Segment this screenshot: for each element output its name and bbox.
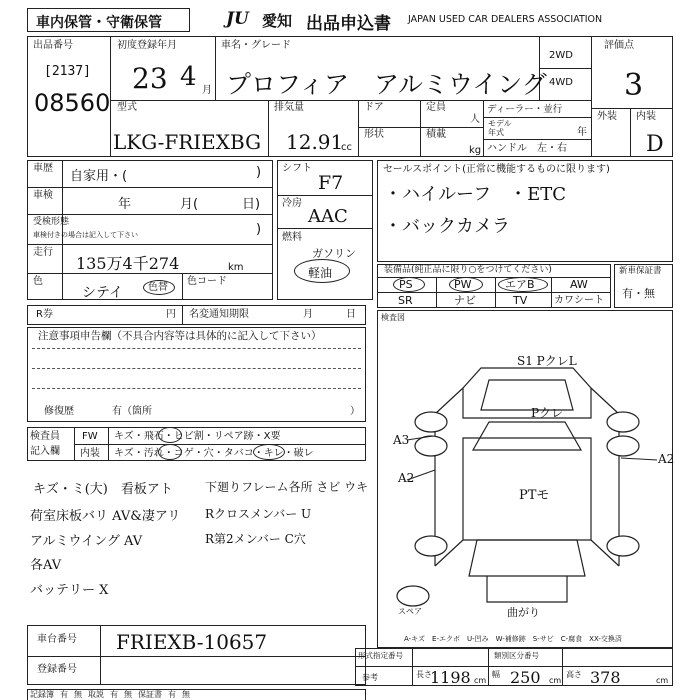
dealer-label: ディーラー・並行	[487, 104, 563, 115]
footer-cell: 無	[124, 690, 132, 699]
lot-number-label: 出品番号	[33, 40, 73, 51]
inspection-month-unit: 月(	[180, 197, 199, 212]
diagram-bed-note: PTモ	[519, 488, 550, 503]
sales-point-line1: ・ハイルーフ ・ETC	[384, 184, 567, 205]
truck-inspection-diagram	[377, 340, 673, 620]
equip-aw[interactable]: AW	[570, 278, 588, 291]
reception-note: 車検付きの場合は記入して下さい	[33, 231, 138, 239]
inspector-note-1: キズ・ミ(大) 看板アト	[33, 482, 173, 497]
drive-2wd[interactable]: 2WD	[549, 50, 573, 61]
handle-label: ハンドル 左・右	[487, 143, 567, 154]
stain-mark-circle	[158, 444, 182, 460]
grade-label: 評価点	[604, 40, 634, 51]
equip-leather-seat[interactable]: カワシート	[554, 295, 604, 306]
tobacco-mark-circle	[253, 444, 285, 460]
grade-value: 3	[624, 68, 644, 103]
reception-close: )	[256, 222, 262, 237]
storage-badge	[27, 8, 190, 32]
category-number-label: 類別区分番号	[494, 651, 539, 660]
notice-month-unit: 月	[303, 309, 313, 320]
notice-label: 名変通知期限	[189, 309, 249, 320]
history-frame	[27, 160, 273, 300]
inspector-note-right-3: R第2メンバー C穴	[205, 532, 306, 546]
equip-tv[interactable]: TV	[513, 294, 528, 307]
spare-tire	[397, 586, 429, 606]
repair-history-close: ）	[350, 406, 360, 417]
displacement-unit: cc	[341, 142, 352, 153]
width-value: 250	[510, 668, 541, 687]
load-label: 積載	[426, 129, 446, 140]
inspector-note-right-2: Rクロスメンバー U	[205, 507, 312, 521]
model-year-label-1: モデル	[488, 119, 512, 128]
shift-label: シフト	[282, 163, 312, 174]
cooling-label: 冷房	[282, 198, 302, 209]
diagram-roof-note: Pクレ	[531, 406, 564, 420]
inspector-note-3: アルミウイング AV	[30, 534, 143, 549]
diagram-right-a2: A2	[658, 452, 675, 466]
chassis-value: FRIEXB-10657	[116, 630, 268, 654]
lot-number: 08560	[34, 89, 111, 117]
footer-cell: 有	[110, 690, 118, 699]
equip-navi[interactable]: ナビ	[454, 294, 476, 307]
diagram-label: 検査図	[381, 313, 405, 322]
history-usage: 自家用・(	[70, 169, 128, 184]
load-unit: kg	[469, 145, 482, 156]
mileage-unit: km	[228, 262, 244, 273]
displacement-label: 排気量	[274, 102, 304, 113]
fuel-label: 燃料	[282, 232, 302, 243]
inspection-year-unit: 年	[118, 197, 132, 212]
inspection-label: 車検	[33, 190, 53, 201]
footer-cell: 取説	[88, 690, 104, 699]
exterior-value: D	[646, 132, 664, 157]
exterior-label: 外装	[597, 111, 617, 122]
registration-year: 23	[132, 62, 168, 95]
capacity-unit: 人	[470, 114, 480, 125]
footer-cell: 無	[182, 690, 190, 699]
footer-cell: 保証書	[138, 690, 162, 699]
footer-cells	[30, 690, 360, 700]
ju-logo: JU	[226, 9, 249, 29]
shape-label: 形状	[364, 129, 384, 140]
form-title: 出品申込書	[306, 14, 391, 34]
shift-value: F7	[318, 172, 344, 194]
equip-ps[interactable]: PS	[399, 278, 413, 291]
diagram-windshield	[469, 540, 585, 576]
fw-items: キズ・飛石・ヒビ割・リペア跡・X要	[114, 431, 281, 442]
model-code-label: 型式	[117, 102, 137, 113]
fw-label: FW	[82, 431, 98, 442]
color-value: シテイ	[82, 285, 124, 301]
diagram-lower-frame	[487, 576, 567, 602]
model-year-unit: 年	[577, 127, 587, 138]
sales-points-label: セールスポイント(正常に機能するものに限ります)	[383, 164, 610, 175]
inspector-note-2: 荷室床板バリ AV&凄アリ	[30, 509, 181, 524]
cooling-value: AAC	[308, 206, 348, 227]
height-unit: cm	[656, 676, 669, 685]
history-close: )	[256, 165, 262, 180]
length-unit: cm	[474, 676, 487, 685]
height-value: 378	[590, 668, 621, 687]
wheel-front-left	[415, 412, 447, 432]
reg-number-label: 登録番号	[37, 664, 77, 675]
diagram-top-note: S1 PクレL	[517, 354, 577, 368]
callout-right-a2	[621, 458, 657, 460]
equip-sr[interactable]: SR	[398, 294, 413, 307]
mileage-value: 135万4千274	[76, 254, 180, 273]
width-label: 幅	[492, 670, 500, 679]
color-change-label: 色替	[148, 282, 168, 293]
model-name-value: プロフィア アルミウイング	[226, 70, 547, 99]
type-number-label: 形式指定番号	[358, 651, 403, 660]
diagram-a3: A3	[393, 433, 410, 447]
equipment-label: 装備品(純正品に限り○をつけてください)	[384, 265, 552, 275]
capacity-label: 定員	[426, 102, 446, 113]
footer-cell: 有	[60, 690, 68, 699]
wheel-mid-right	[607, 436, 639, 456]
diagram-left-a2: A2	[398, 471, 415, 485]
length-value: 1198	[430, 668, 471, 687]
r-ticket-label: R券	[36, 309, 53, 320]
equip-pw[interactable]: PW	[454, 278, 472, 291]
wheel-rear-left	[415, 536, 447, 556]
spare-label: スペア	[398, 607, 422, 616]
model-code-value: LKG-FRIEXBG	[113, 130, 262, 154]
wheel-rear-right	[607, 536, 639, 556]
footer-cell: 無	[74, 690, 82, 699]
diagram-legend: A-キズ E-エクボ U-凹み W-補修跡 S-サビ C-腐食 XX-交換済	[404, 635, 622, 643]
wheel-mid-left	[415, 436, 447, 456]
inspection-day-unit: 日)	[242, 197, 261, 212]
registration-month-unit: 月	[202, 85, 212, 96]
registration-month: 4	[180, 62, 197, 92]
displacement-value: 12.91	[286, 130, 344, 154]
width-unit: cm	[549, 676, 562, 685]
fuel-diesel[interactable]: 軽油	[308, 266, 333, 280]
length-label: 長さ	[416, 670, 432, 679]
sales-point-line2: ・バックカメラ	[384, 216, 510, 237]
interior-label: 内装	[636, 111, 656, 122]
registration-label: 初度登録年月	[117, 40, 177, 51]
repair-history-label: 修復歴	[44, 406, 74, 417]
lot-sub-number: [2137]	[44, 64, 91, 79]
r-ticket-unit: 円	[166, 309, 176, 320]
new-car-warranty-label: 新車保証書	[619, 266, 662, 276]
model-name-label: 車名・グレード	[221, 40, 291, 51]
inspector-note-5: バッテリー X	[30, 583, 109, 598]
region-name: 愛知	[262, 12, 293, 30]
new-car-warranty-value[interactable]: 有・無	[622, 287, 655, 300]
wheel-front-right	[607, 412, 639, 432]
storage-label: 車内保管・守衛保管	[36, 15, 162, 31]
interior-row-label: 内装	[80, 448, 100, 459]
door-label: ドア	[364, 102, 384, 113]
sales-points-frame	[377, 160, 673, 262]
reception-label: 受検形態	[33, 217, 70, 227]
repair-history-value: 有（箇所	[112, 406, 152, 417]
notes-label: 注意事項申告欄（不具合内容等は具体的に記入して下さい）	[38, 330, 322, 342]
inspector-label-2: 記入欄	[30, 446, 60, 457]
reference-label: 参考	[362, 673, 378, 682]
chip-mark-circle	[158, 427, 182, 443]
interior-row-items: キズ・汚れ・コゲ・穴・タバコ・キレ・破レ	[114, 448, 314, 459]
color-label: 色	[33, 276, 43, 287]
footer-cell: 記録簿	[30, 690, 54, 699]
footer-cell: 有	[168, 690, 176, 699]
history-label: 車歴	[33, 163, 53, 174]
height-label: 高さ	[566, 670, 582, 679]
inspector-note-4: 各AV	[30, 558, 62, 573]
drive-4wd[interactable]: 4WD	[549, 77, 573, 88]
inspector-label-1: 検査員	[30, 431, 60, 442]
equip-airbag[interactable]: エアB	[505, 278, 535, 291]
mileage-label: 走行	[33, 247, 53, 258]
notice-day-unit: 日	[346, 309, 356, 320]
color-code-label: 色コード	[187, 276, 227, 287]
diagram-cab-roof	[473, 422, 581, 450]
diagram-bottom-note: 曲がり	[507, 606, 540, 619]
model-year-label-2: 年式	[488, 128, 504, 137]
fuel-gasoline[interactable]: ガソリン	[312, 247, 356, 260]
association-name: JAPAN USED CAR DEALERS ASSOCIATION	[408, 14, 603, 25]
inspector-note-right-1: 下廻りフレーム各所 さビ ウキ	[205, 480, 369, 494]
chassis-label: 車台番号	[37, 634, 77, 645]
